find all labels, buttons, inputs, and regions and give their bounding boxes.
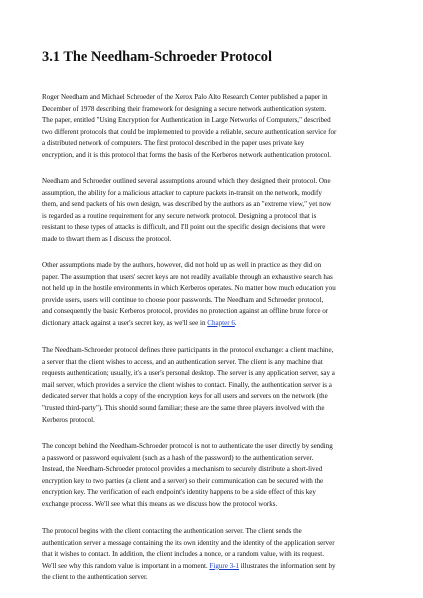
text-line: two different protocols that could be implemented to provide a reliable, secure authentication service for <box>42 127 337 136</box>
text-fragment: . <box>234 318 237 327</box>
text-line: Kerberos protocol. <box>42 415 95 424</box>
text-line: and consequently the basic Kerberos protocol, provides no protection against an offline brute force or <box>42 307 329 316</box>
text-line: The paper, entitled "Using Encryption for Authentication in Large Networks of Computers," described <box>42 116 331 125</box>
section-title: 3.1 The Needham-Schroeder Protocol <box>42 49 272 65</box>
paragraph-5 <box>42 441 384 511</box>
text-line: mail server, which provides a service the client wishes to contact. Finally, the authentication server is a <box>42 380 332 389</box>
text-line: encryption key. The verification of each endpoint's identity happens to be a side effect of this key <box>42 488 316 497</box>
text-line: not held up in the hostile environments in which Kerberos operates. No matter how much education you <box>42 284 336 293</box>
text-line: Roger Needham and Michael Schroeder of the Xerox Palo Alto Research Center published a paper in <box>42 93 328 101</box>
text-line: the client to the authentication server. <box>42 573 148 582</box>
text-line: The Needham-Schroeder protocol defines three participants in the protocol exchange: a client machine, <box>42 346 334 354</box>
text-line: "trusted third-party"). This should sound familiar; these are the same three players involved with the <box>42 403 325 412</box>
text-line: resistant to these types of attacks is difficult, and I'll point out the specific design decisions that were <box>42 223 326 232</box>
paragraph-3 <box>42 260 384 330</box>
text-line: a password or password equivalent (such as a hash of the password) to the authentication server. <box>42 453 314 462</box>
text-line: a server that the client wishes to access, and an authentication server. The client is any machine that <box>42 357 323 366</box>
paragraph-4 <box>42 345 384 426</box>
paragraph-1 <box>42 92 384 162</box>
text-line: Other assumptions made by the authors, however, did not hold up as well in practice as they did on <box>42 261 322 269</box>
text-line <box>42 561 384 573</box>
text-line: encryption key to two parties (a client and a server) so their communication can be secured with the <box>42 476 324 485</box>
text-line: them, and send packets of his own design, was described by the authors as an "extreme view," yet now <box>42 200 332 209</box>
text-line: The concept behind the Needham-Schroeder protocol is not to authenticate the user directly by sending <box>42 442 333 450</box>
text-line: requests authentication; usually, it's a user's personal desktop. The server is any application server, say a <box>42 369 335 378</box>
text-line: authentication server a message containing the its own identity and the identity of the application server <box>42 538 335 547</box>
text-line: made to thwart them as I discuss the protocol. <box>42 234 172 243</box>
text-line: that it wishes to contact. In addition, the client includes a nonce, or a random value, with its request. <box>42 550 324 559</box>
text-line: dedicated server that holds a copy of the encryption keys for all users and servers on the network (the <box>42 392 328 401</box>
text-line <box>42 318 384 330</box>
figure-3-1-link[interactable]: Figure 3-1 <box>209 561 240 570</box>
text-line: December of 1978 describing their framework for designing a secure network authentication system. <box>42 104 327 113</box>
text-fragment: We'll see why this random value is important in a moment. <box>42 561 210 570</box>
text-fragment: illustrates the information sent by <box>239 561 336 570</box>
text-line: Needham and Schroeder outlined several assumptions around which they designed their protocol. One <box>42 177 331 185</box>
text-line: The protocol begins with the client contacting the authentication server. The client sends the <box>42 527 302 535</box>
paragraph-2 <box>42 176 384 246</box>
text-line: assumption, the ability for a malicious attacker to capture packets in-transit on the network, modify <box>42 188 322 197</box>
text-line: is regarded as a routine requirement for any secure network protocol. Designing a protocol that is <box>42 211 317 220</box>
text-line: encryption, and it is this protocol that forms the basis of the Kerberos network authentication protocol. <box>42 150 332 159</box>
text-line: paper. The assumption that users' secret keys are not readily available through an exhaustive search has <box>42 272 333 281</box>
text-fragment: dictionary attack against a user's secret key, as we'll see in <box>42 318 208 327</box>
chapter-6-link[interactable]: Chapter 6 <box>207 318 235 327</box>
text-line: exchange process. We'll see what this means as we discuss how the protocol works. <box>42 499 278 508</box>
text-line: provide users, users will continue to choose poor passwords. The Needham and Schroeder protocol, <box>42 295 324 304</box>
text-line: Instead, the Needham-Schroeder protocol provides a mechanism to securely distribute a short-lived <box>42 465 323 474</box>
paragraph-6 <box>42 526 384 584</box>
text-line: a distributed network of computers. The first protocol described in the paper uses private key <box>42 139 305 148</box>
